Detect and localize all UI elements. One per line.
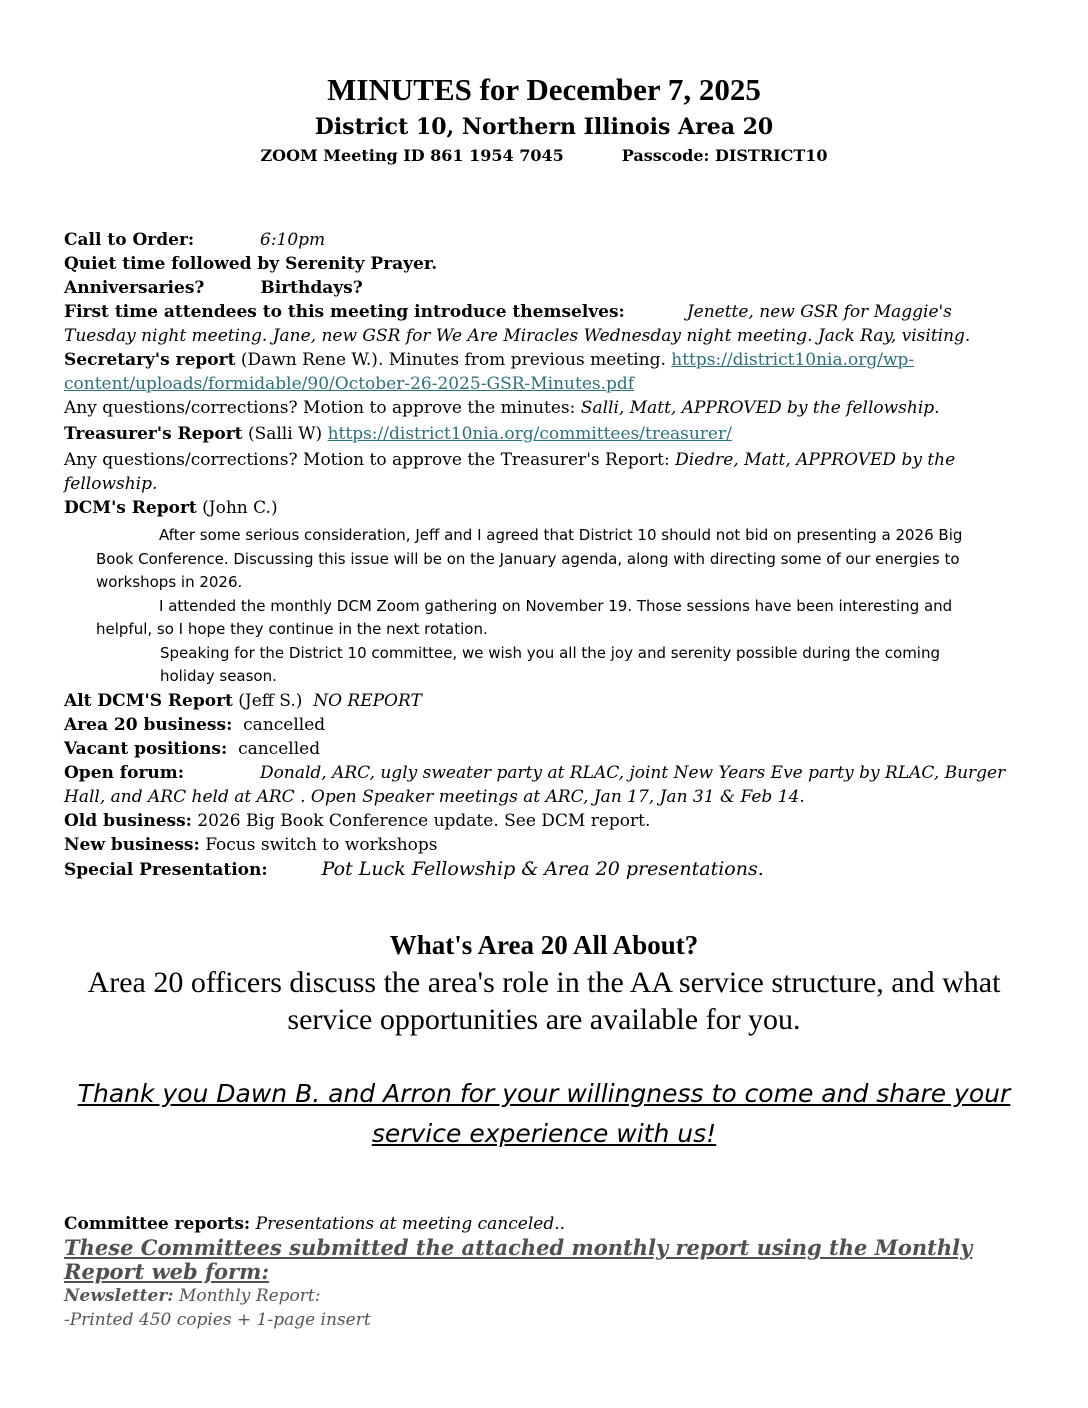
quiet-time: Quiet time followed by Serenity Prayer. <box>64 254 438 274</box>
old-business: Old business: 2026 Big Book Conference update. See DCM report. <box>64 810 651 831</box>
zoom-passcode: Passcode: DISTRICT10 <box>621 146 828 165</box>
zoom-meeting-id: ZOOM Meeting ID 861 1954 7045 <box>260 146 564 165</box>
zoom-info <box>0 146 1088 165</box>
area20-presentation <box>0 926 1088 1038</box>
dcm-report: DCM's Report (John C.) <box>64 498 278 518</box>
treasurer-motion: Any questions/corrections? Motion to approve the Treasurer's Report: Diedre, Matt, APPROVED by the fellowship. <box>64 450 956 494</box>
thank-you-note: Thank you Dawn B. and Arron for your willingness to come and share your service experience with us! <box>77 1079 1011 1148</box>
open-forum: Open forum: Donald, ARC, ugly sweater party at RLAC, joint New Years Eve party by RLAC, Burger Hall, and ARC held at ARC . Open Speaker meetings at ARC, Jan 17, Jan 31 & Feb 14. <box>64 762 1006 807</box>
district-subtitle: District 10, Northern Illinois Area 20 <box>314 114 774 140</box>
treasurer-report: Treasurer's Report (Salli W) https://district10nia.org/committees/treasurer/ <box>64 424 732 444</box>
first-time-attendees: First time attendees to this meeting introduce themselves: Jenette, new GSR for Maggie's Tuesday night meeting. Jane, new GSR for We Are Miracles Wednesday night meeting. Jack Ray, visiting. <box>64 302 971 346</box>
secretary-minutes-link[interactable]: https://district10nia.org/wp-content/uploads/formidable/90/October-26-2025-GSR-Minutes.pdf <box>64 350 915 394</box>
minutes-body <box>64 228 1024 882</box>
presentation-title: What's Area 20 All About? <box>389 930 699 960</box>
new-business: New business: Focus switch to workshops <box>64 834 438 855</box>
newsletter-item: -Printed 450 copies + 1-page insert <box>64 1310 371 1330</box>
presentation-description: Area 20 officers discuss the area's role in the AA service structure, and what service opportunities are available for you. <box>87 966 1001 1036</box>
special-presentation: Special Presentation: Pot Luck Fellowship & Area 20 presentations. <box>64 857 764 880</box>
dcm-paragraph-3: Speaking for the District 10 committee, we wish you all the joy and serenity possible during the coming holiday season. <box>160 643 941 685</box>
call-to-order: Call to Order: 6:10pm <box>64 230 326 250</box>
vacant-positions: Vacant positions: cancelled <box>64 738 321 759</box>
alt-dcm-report: Alt DCM'S Report (Jeff S.) NO REPORT <box>64 690 422 711</box>
dcm-paragraph-2: I attended the monthly DCM Zoom gathering on November 19. Those sessions have been interesting and helpful, so I hope they continue in the next rotation. <box>96 596 953 638</box>
committee-reports <box>64 1212 1024 1332</box>
committees-submitted-heading: These Committees submitted the attached monthly report using the Monthly Report web form: <box>64 1235 973 1284</box>
dcm-paragraph-1: After some serious consideration, Jeff and I agreed that District 10 should not bid on presenting a 2026 Big Book Conference. Discussing this issue will be on the January agenda, along with directing some of our energies to workshops in 2026. <box>96 526 963 591</box>
anniversaries-birthdays: Anniversaries? Birthdays? <box>64 278 363 298</box>
secretary-report: Secretary's report (Dawn Rene W.). Minutes from previous meeting. https://district10nia.org/wp-content/uploads/formidable/90/October-26-2025-GSR-Minutes.pdf <box>64 350 915 394</box>
treasurer-link[interactable]: https://district10nia.org/committees/treasurer/ <box>327 424 732 444</box>
committee-reports-line: Committee reports: Presentations at meeting canceled.. <box>64 1214 566 1234</box>
secretary-motion: Any questions/corrections? Motion to approve the minutes: Salli, Matt, APPROVED by the fellowship. <box>64 398 940 418</box>
area20-business: Area 20 business: cancelled <box>64 714 326 735</box>
page-title: MINUTES for December 7, 2025 <box>327 72 761 107</box>
newsletter-report: Newsletter: Monthly Report: <box>64 1286 321 1306</box>
